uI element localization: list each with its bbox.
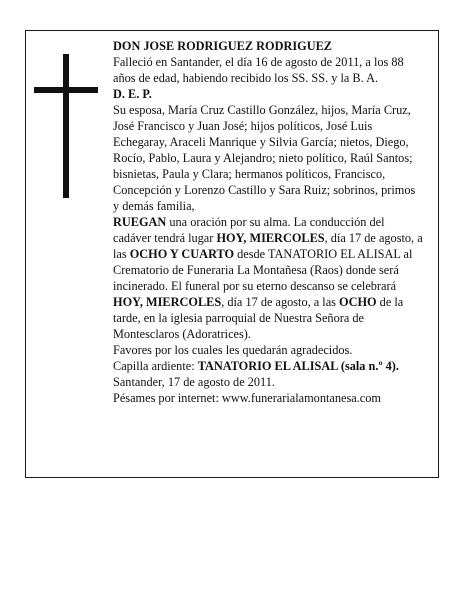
ruegan-text: una oración por su alma. La conducción del cadáver tendrá lugar bbox=[113, 215, 385, 245]
conduction-date: , día 17 de agosto, a las bbox=[113, 231, 423, 261]
funeral-date: , día 17 de agosto, a las bbox=[221, 295, 340, 309]
thanks-line: Favores por los cuales les quedarán agradecidos. bbox=[113, 343, 353, 357]
conduction-time: OCHO Y CUARTO bbox=[129, 247, 235, 261]
funeral-day: HOY, MIERCOLES bbox=[113, 295, 222, 309]
chapel-label: Capilla ardiente: bbox=[113, 359, 198, 373]
date-place: Santander, 17 de agosto de 2011. bbox=[113, 375, 275, 389]
dep-line: D. E. P. bbox=[113, 87, 152, 101]
condolences-line: Pésames por internet: www.funerarialamontanesa.com bbox=[113, 391, 381, 405]
cross-vertical-bar bbox=[63, 54, 69, 198]
cross-icon bbox=[34, 54, 98, 198]
chapel-place: TANATORIO EL ALISAL (sala n.º 4). bbox=[197, 359, 399, 373]
funeral-details: de la tarde, en la iglesia parroquial de Nuestra Señora de Montesclaros (Adoratrices). bbox=[113, 295, 404, 341]
deceased-name: DON JOSE RODRIGUEZ RODRIGUEZ bbox=[113, 39, 332, 53]
family-paragraph bbox=[113, 102, 423, 342]
conduction-details: desde TANATORIO EL ALISAL al Crematorio de Funeraria La Montañesa (Raos) donde será incinerado. El funeral por su eterno descanso se celebrará bbox=[113, 247, 413, 293]
funeral-time: OCHO bbox=[339, 295, 377, 309]
ruegan-word: RUEGAN bbox=[113, 215, 167, 229]
family-list: Su esposa, María Cruz Castillo González, hijos, María Cruz, José Francisco y Juan José; hijos políticos, José Luis Echegaray, Araceli Manrique y Silvia García; nietos, Diego, Rocío, Pablo, Laura y Alejandro; nieto político, Raúl Santos; bisnietas, Paula y Clara; hermanos políticos, Francisco, Concepción y Lorenzo Castillo y Sara Ruiz; sobrinos, primos y demás familia, bbox=[113, 103, 416, 213]
death-notice: Falleció en Santander, el día 16 de agosto de 2011, a los 88 años de edad, habiendo recibido los SS. SS. y la B. A. bbox=[113, 55, 404, 85]
chapel-line bbox=[113, 358, 423, 374]
cross-horizontal-bar bbox=[34, 87, 98, 93]
conduction-day: HOY, MIERCOLES bbox=[216, 231, 325, 245]
obituary-text bbox=[113, 38, 423, 406]
